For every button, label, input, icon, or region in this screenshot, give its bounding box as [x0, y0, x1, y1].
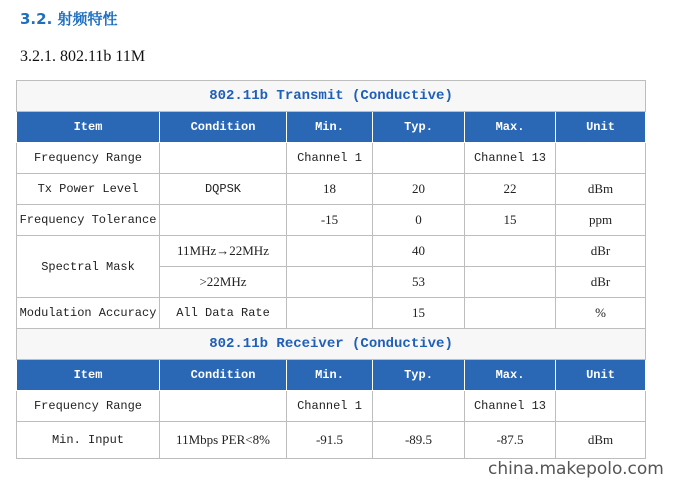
cell-unit: ppm [556, 205, 646, 236]
cell-condition: 11MHz→22MHz [160, 236, 287, 267]
header-min: Min. [287, 112, 373, 143]
cell-typ: 20 [373, 174, 465, 205]
cell-typ: 40 [373, 236, 465, 267]
table-row [17, 391, 646, 422]
rf-spec-table [16, 80, 646, 459]
receiver-title-row [17, 329, 646, 360]
header-typ: Typ. [373, 112, 465, 143]
cell-min: Channel 1 [287, 143, 373, 174]
cell-unit: dBm [556, 174, 646, 205]
receiver-title: 802.11b Receiver (Conductive) [17, 329, 646, 360]
cell-unit: dBm [556, 422, 646, 459]
cell-condition: >22MHz [160, 267, 287, 298]
cell-typ: -89.5 [373, 422, 465, 459]
header-typ: Typ. [373, 360, 465, 391]
cell-unit: dBr [556, 236, 646, 267]
table-row [17, 236, 646, 267]
cell-min [287, 298, 373, 329]
cell-max: -87.5 [465, 422, 556, 459]
cell-min: Channel 1 [287, 391, 373, 422]
cell-min: -91.5 [287, 422, 373, 459]
cell-unit: % [556, 298, 646, 329]
cell-max: 15 [465, 205, 556, 236]
section-heading [20, 8, 118, 29]
cell-max [465, 267, 556, 298]
cell-condition: DQPSK [160, 174, 287, 205]
receiver-header-row [17, 360, 646, 391]
header-unit: Unit [556, 112, 646, 143]
cell-typ [373, 143, 465, 174]
header-item: Item [17, 360, 160, 391]
cell-item: Min. Input [17, 422, 160, 459]
cell-typ: 53 [373, 267, 465, 298]
cell-max: 22 [465, 174, 556, 205]
cell-condition [160, 205, 287, 236]
cell-condition [160, 143, 287, 174]
header-max: Max. [465, 360, 556, 391]
cell-item: Frequency Range [17, 143, 160, 174]
table-row [17, 298, 646, 329]
cell-condition: 11Mbps PER<8% [160, 422, 287, 459]
header-max: Max. [465, 112, 556, 143]
transmit-title: 802.11b Transmit (Conductive) [17, 81, 646, 112]
section-number: 3.2. [20, 10, 53, 28]
watermark-text: china.makepolo.com [488, 459, 664, 479]
header-item: Item [17, 112, 160, 143]
table-row [17, 174, 646, 205]
cell-typ [373, 391, 465, 422]
section-title: 射频特性 [57, 10, 118, 28]
cell-typ: 15 [373, 298, 465, 329]
cell-condition [160, 391, 287, 422]
cell-min [287, 236, 373, 267]
cell-unit [556, 143, 646, 174]
transmit-header-row [17, 112, 646, 143]
table-row [17, 205, 646, 236]
transmit-title-row [17, 81, 646, 112]
cell-unit [556, 391, 646, 422]
cell-condition: All Data Rate [160, 298, 287, 329]
cell-item: Modulation Accuracy [17, 298, 160, 329]
cell-max: Channel 13 [465, 391, 556, 422]
header-condition: Condition [160, 112, 287, 143]
subsection-heading: 3.2.1. 802.11b 11M [20, 48, 146, 65]
cell-unit: dBr [556, 267, 646, 298]
cell-min: 18 [287, 174, 373, 205]
cell-max: Channel 13 [465, 143, 556, 174]
cell-item: Frequency Range [17, 391, 160, 422]
cell-max [465, 298, 556, 329]
header-min: Min. [287, 360, 373, 391]
cell-item: Frequency Tolerance [17, 205, 160, 236]
cell-typ: 0 [373, 205, 465, 236]
header-condition: Condition [160, 360, 287, 391]
table-row [17, 143, 646, 174]
cell-min: -15 [287, 205, 373, 236]
cell-min [287, 267, 373, 298]
header-unit: Unit [556, 360, 646, 391]
cell-item: Spectral Mask [17, 236, 160, 298]
table-row [17, 422, 646, 459]
cell-max [465, 236, 556, 267]
cell-item: Tx Power Level [17, 174, 160, 205]
